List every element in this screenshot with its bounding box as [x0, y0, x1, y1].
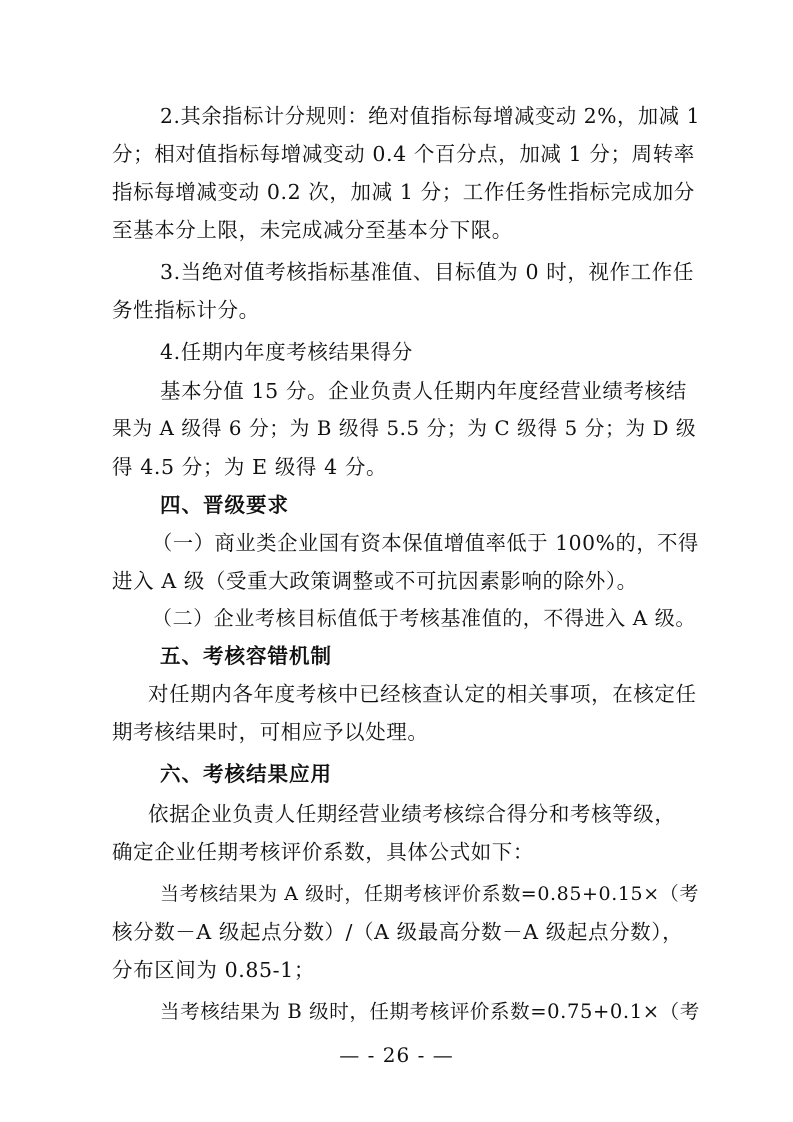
- section-heading: 五、考核容错机制: [160, 644, 332, 668]
- text-line: 进入 A 级（受重大政策调整或不可抗因素影响的除外）。: [112, 569, 638, 593]
- section-heading: 四、晋级要求: [160, 493, 289, 517]
- text-line: 基本分值 15 分。企业负责人任期内年度经营业绩考核结: [160, 379, 687, 403]
- text-line: 4.任期内年度考核结果得分: [160, 340, 413, 364]
- text-line: 当考核结果为 B 级时，任期考核评价系数=0.75+0.1×（考: [160, 1000, 700, 1023]
- text-line: 2.其余指标计分规则：绝对值指标每增减变动 2%，加减 1: [160, 104, 701, 128]
- text-line: 期考核结果时，可相应予以处理。: [112, 720, 429, 744]
- text-line: 务性指标计分。: [112, 298, 260, 322]
- page-number: — - 26 - —: [339, 1043, 454, 1067]
- text-line: 指标每增减变动 0.2 次，加减 1 分；工作任务性指标完成加分: [112, 180, 695, 204]
- text-line: 果为 A 级得 6 分；为 B 级得 5.5 分；为 C 级得 5 分；为 D 级: [112, 417, 697, 440]
- text-line: 分；相对值指标每增减变动 0.4 个百分点，加减 1 分；周转率: [112, 142, 695, 166]
- text-line: （一）商业类企业国有资本保值增值率低于 100%的，不得: [152, 531, 699, 555]
- text-line: 分布区间为 0.85-1；: [112, 958, 315, 982]
- text-line: 至基本分上限，未完成减分至基本分下限。: [112, 218, 513, 242]
- text-line: 依据企业负责人任期经营业绩考核综合得分和考核等级，: [148, 802, 676, 826]
- text-line: 确定企业任期考核评价系数，具体公式如下：: [112, 840, 534, 864]
- text-line: 核分数－A 级起点分数）/（A 级最高分数－A 级起点分数），: [112, 920, 684, 944]
- text-line: 对任期内各年度考核中已经核查认定的相关事项，在核定任: [148, 682, 697, 706]
- text-line: （二）企业考核目标值低于考核基准值的，不得进入 A 级。: [152, 606, 696, 630]
- section-heading: 六、考核结果应用: [160, 762, 332, 786]
- text-line: 3.当绝对值考核指标基准值、目标值为 0 时，视作工作任: [160, 260, 694, 284]
- text-line: 得 4.5 分；为 E 级得 4 分。: [112, 455, 388, 479]
- text-line: 当考核结果为 A 级时，任期考核评价系数=0.85+0.15×（考: [160, 883, 699, 905]
